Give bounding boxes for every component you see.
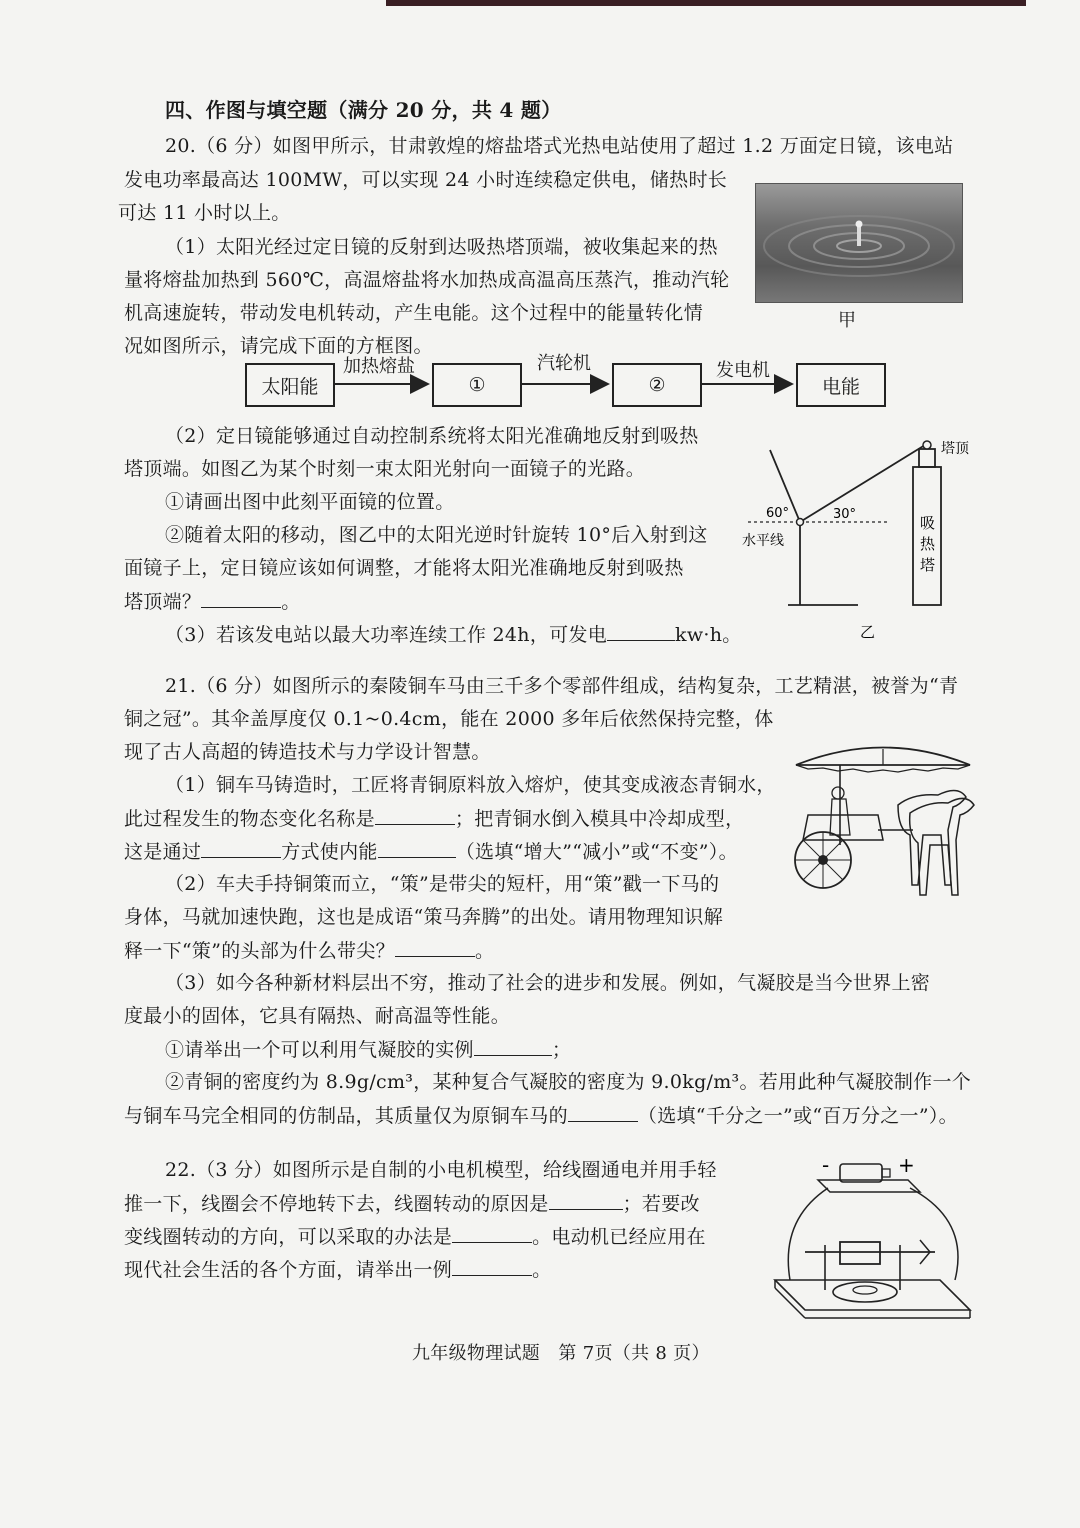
tower-label-2: 热	[920, 535, 936, 553]
q20-p3-line	[165, 622, 742, 647]
q21-p2-end: 。	[474, 940, 495, 962]
answer-blank-q20-2[interactable]	[201, 589, 281, 608]
q22-text-c: 变线圈转动的方向，可以采取的办法是	[124, 1226, 453, 1248]
q20-p2-line-6	[124, 589, 301, 614]
horizontal-line-label: 水平线	[742, 533, 784, 549]
answer-blank-q21-1b[interactable]	[201, 839, 281, 858]
q21-p3-line-3	[165, 1037, 571, 1062]
mirror-pivot	[797, 519, 804, 526]
q20-p1-line-2: 量将熔盐加热到 560℃，高温熔盐将水加热成高温高压蒸汽，推动汽轮	[124, 269, 730, 291]
wire-left	[788, 1188, 828, 1280]
q22-line-2	[124, 1191, 700, 1216]
q21-p3-text-f: 与铜车马完全相同的仿制品，其质量仅为原铜车马的	[124, 1105, 568, 1127]
board	[775, 1280, 970, 1310]
q22-line-1: 22.（3 分）如图所示是自制的小电机模型，给线圈通电并用手轻	[165, 1159, 717, 1181]
figure-yi-label: 乙	[860, 623, 876, 640]
q20-p1-line-3: 机高速旋转，带动发电机转动，产生电能。这个过程中的能量转化情	[124, 302, 704, 324]
q21-p1-text-d: 方式使内能	[281, 841, 378, 863]
flow-box-electric-energy: 电能	[796, 363, 886, 407]
answer-blank-q22-2[interactable]	[452, 1224, 532, 1243]
q20-line-3: 可达 11 小时以上。	[118, 202, 291, 224]
q21-p2-line-3	[124, 938, 494, 963]
tower-label-3: 塔	[920, 556, 936, 574]
q21-p1-line-3	[124, 839, 738, 864]
q22-text-a: 推一下，线圈会不停地转下去，线圈转动的原因是	[124, 1193, 549, 1215]
q21-p3-line-2: 度最小的固体，它具有隔热、耐高温等性能。	[124, 1005, 511, 1027]
figure-yi-diagram	[730, 425, 990, 640]
wire-right	[910, 1188, 958, 1280]
answer-blank-q21-2[interactable]	[395, 938, 475, 957]
q20-p1-line-1: （1）太阳光经过定日镜的反射到达吸热塔顶端，被收集起来的热	[165, 236, 718, 258]
q20-p2-line-2: 塔顶端。如图乙为某个时刻一束太阳光射向一面镜子的光路。	[124, 458, 646, 480]
q22-text-e: 现代社会生活的各个方面，请举出一例	[124, 1259, 453, 1281]
chariot-body	[803, 815, 883, 840]
answer-blank-q21-3a[interactable]	[474, 1037, 552, 1056]
flow-arrow-label-2: 汽轮机	[537, 353, 591, 374]
q22-text-b: ；若要改	[622, 1193, 700, 1215]
answer-blank-q21-3b[interactable]	[568, 1103, 638, 1122]
battery-minus-sign: -	[822, 1153, 830, 1177]
q21-p3-line-4: ②青铜的密度约为 8.9g/cm³，某种复合气凝胶的密度为 9.0kg/m³。若用此种气凝胶制作一个	[165, 1071, 972, 1093]
battery-plus-sign: +	[898, 1153, 915, 1177]
q20-p2-line-1: （2）定日镜能够通过自动控制系统将太阳光准确地反射到吸热	[165, 425, 699, 447]
q21-p1-text-b: ；把青铜水倒入模具中冷却成型，	[454, 808, 745, 830]
angle-60-label: 60°	[766, 506, 790, 521]
q21-p3-semicolon: ；	[551, 1039, 572, 1061]
flow-box-blank-2: ②	[612, 363, 702, 407]
q21-p1-text-e: （选填“增大”“减小”或“不变”）。	[455, 841, 738, 863]
page-footer: 九年级物理试题 第 7页（共 8 页）	[412, 1343, 710, 1364]
answer-blank-q22-1[interactable]	[549, 1191, 623, 1210]
q20-p3-unit: kw·h。	[675, 624, 742, 646]
q21-line-1: 21.（6 分）如图所示的秦陵铜车马由三千多个零部件组成，结构复杂，工艺精湛，被誉为“青	[165, 675, 959, 697]
reflected-ray	[800, 445, 925, 522]
flow-arrow-label-3: 发电机	[716, 360, 770, 381]
tower-top-label: 塔顶	[941, 441, 969, 457]
q20-p2-line-4: ②随着太阳的移动，图乙中的太阳光逆时针旋转 10°后入射到这	[165, 524, 708, 546]
flow-box-solar-energy: 太阳能	[245, 363, 335, 407]
q20-line-1: 20.（6 分）如图甲所示，甘肃敦煌的熔盐塔式光热电站使用了超过 1.2 万面定日镜，该电站	[165, 135, 954, 157]
angle-30-label: 30°	[833, 507, 857, 522]
answer-blank-q21-1c[interactable]	[378, 839, 456, 858]
q21-p1-text-a: 此过程发生的物态变化名称是	[124, 808, 375, 830]
flow-box-blank-1: ①	[432, 363, 522, 407]
q22-line-3	[124, 1224, 706, 1249]
tower-neck	[919, 449, 935, 467]
q21-p1-line-1: （1）铜车马铸造时，工匠将青铜原料放入熔炉，使其变成液态青铜水，	[165, 774, 776, 796]
q21-line-2: 铜之冠”。其伞盖厚度仅 0.1~0.4cm，能在 2000 多年后依然保持完整，体	[124, 708, 774, 730]
q22-text-f: 。	[532, 1259, 552, 1281]
q21-p1-line-2	[124, 806, 744, 831]
q20-p2-line-5: 面镜子上，定日镜应该如何调整，才能将太阳光准确地反射到吸热	[124, 557, 684, 579]
driver-head	[832, 787, 844, 799]
q21-p3-line-5	[124, 1103, 958, 1128]
answer-blank-q20-3[interactable]	[607, 622, 675, 641]
q22-line-4	[124, 1257, 551, 1282]
q21-p2-line-1: （2）车夫手持铜策而立，“策”是带尖的短杆，用“策”戳一下马的	[165, 873, 720, 895]
answer-blank-q22-3[interactable]	[452, 1257, 532, 1276]
q21-p3-line-1: （3）如今各种新材料层出不穷，推动了社会的进步和发展。例如，气凝胶是当今世界上密	[165, 972, 931, 994]
tower-label-1: 吸	[920, 514, 936, 532]
q20-p3-text: （3）若该发电站以最大功率连续工作 24h，可发电	[165, 624, 608, 646]
q21-p2-question: 释一下“策”的头部为什么带尖？	[124, 940, 395, 962]
q21-p3-text-g: （选填“千分之一”或“百万分之一”）。	[637, 1105, 958, 1127]
q20-p2-question: 塔顶端？	[124, 591, 202, 613]
coil	[840, 1242, 880, 1264]
q20-p2-end: 。	[281, 591, 301, 613]
magnet	[833, 1282, 897, 1302]
q20-p2-line-3: ①请画出图中此刻平面镜的位置。	[165, 491, 455, 513]
figure-jia-label: 甲	[838, 310, 856, 331]
bronze-chariot-illustration	[788, 735, 978, 915]
q21-p1-text-c: 这是通过	[124, 841, 202, 863]
section-title: 四、作图与填空题（满分 20 分，共 4 题）	[165, 98, 562, 122]
q21-p2-line-2: 身体，马就加速快跑，这也是成语“策马奔腾”的出处。请用物理知识解	[124, 906, 724, 928]
q21-line-3: 现了古人高超的铸造技术与力学设计智慧。	[124, 741, 491, 763]
q20-p1-line-4: 况如图所示，请完成下面的方框图。	[124, 335, 433, 357]
q20-line-2: 发电功率最高达 100MW，可以实现 24 小时连续稳定供电，储热时长	[124, 169, 728, 191]
answer-blank-q21-1a[interactable]	[375, 806, 455, 825]
motor-model-illustration	[770, 1150, 980, 1325]
flow-arrow-label-1: 加热熔盐	[343, 356, 415, 377]
tower-top-receiver	[923, 441, 931, 449]
q22-text-d: 。电动机已经应用在	[532, 1226, 706, 1248]
q21-p3-example-text: ①请举出一个可以利用气凝胶的实例	[165, 1039, 474, 1061]
